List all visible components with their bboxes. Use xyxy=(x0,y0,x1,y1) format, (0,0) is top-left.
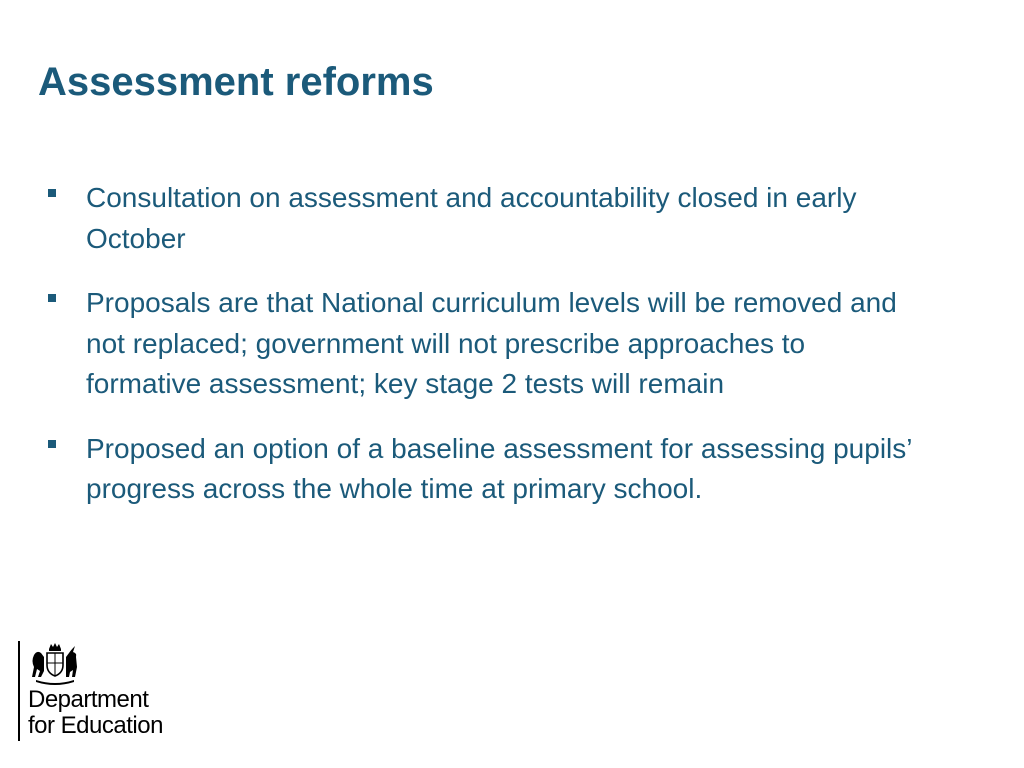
logo-line-1: Department xyxy=(28,686,149,713)
bullet-item xyxy=(44,283,924,405)
bullet-item xyxy=(44,429,924,510)
slide-title: Assessment reforms xyxy=(38,60,434,104)
logo-line-2: for Education xyxy=(28,712,163,739)
logo-text xyxy=(28,687,163,739)
logo-divider xyxy=(18,641,20,741)
royal-coat-of-arms-icon xyxy=(28,641,82,685)
square-bullet-icon xyxy=(48,294,56,302)
bullet-text: Proposals are that National curriculum levels will be removed and not replaced; government will not prescribe approaches to formative assessment; key stage 2 tests will remain xyxy=(86,287,897,399)
department-logo xyxy=(18,641,186,743)
bullet-item xyxy=(44,178,924,259)
bullet-text: Proposed an option of a baseline assessment for assessing pupils’ progress across the whole time at primary school. xyxy=(86,432,912,504)
square-bullet-icon xyxy=(48,440,56,448)
bullet-text: Consultation on assessment and accountability closed in early October xyxy=(86,182,857,254)
bullet-list xyxy=(44,178,924,534)
square-bullet-icon xyxy=(48,189,56,197)
